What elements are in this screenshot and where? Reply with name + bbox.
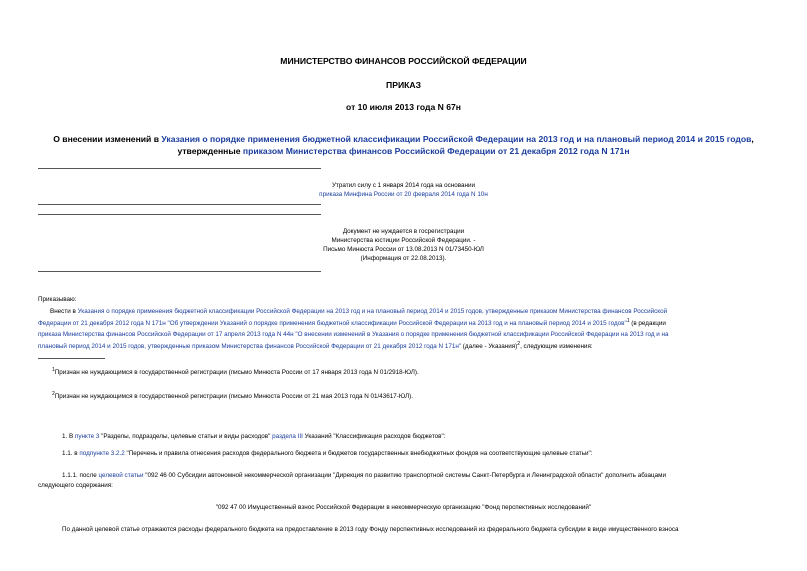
divider	[38, 271, 321, 272]
item-1-1-1	[62, 471, 768, 480]
registration-line3: Письмо Минюста России от 13.08.2013 N 01/73450-ЮЛ	[323, 246, 484, 253]
footnote-1	[52, 366, 419, 378]
registration-note	[270, 227, 537, 263]
item-1-1-1-prefix: 1.1.1. после	[62, 472, 99, 479]
item-1-1-link[interactable]: подпункте 3.2.2	[79, 450, 125, 457]
para1-line2	[38, 317, 768, 329]
item-1-1	[62, 449, 592, 458]
footnote-divider	[38, 358, 105, 359]
title-link-order[interactable]: приказом Министерства финансов Российской Федерации от 21 декабря 2012 года N 171н	[242, 146, 630, 156]
footnote-1-text: Признан не нуждающимся в государственной регистрации (письмо Минюста России от 17 января 2013 года N 01/2918-ЮЛ).	[54, 369, 419, 377]
footnote-2	[52, 390, 413, 402]
para1-prefix: Внести в	[50, 308, 78, 315]
para1-link-order-171n[interactable]: Федерации от 21 декабря 2012 года N 171н "Об утверждении Указаний о порядке применения бюджетной классификации Российской Федерации на 2013 год и на плановый период 2014 и 2015 годов"	[38, 320, 627, 328]
para1-edition: (в редакции	[629, 320, 666, 328]
para1-line1	[50, 307, 768, 316]
footnote-2-text: Признан не нуждающимся в государственной регистрации (письмо Минюста России от 21 мая 2013 года N 01/43617-ЮЛ).	[54, 393, 413, 401]
item-1-suffix: Указаний "Классификация расходов бюджетов":	[302, 433, 446, 440]
document-title-line2	[0, 145, 807, 157]
para1-link-instructions[interactable]: Указания о порядке применения бюджетной классификации Российской Федерации на 2013 год и на плановый период 2014 и 2015 годов, утвержденные приказом Министерства финансов Российской	[77, 308, 668, 315]
registration-line1: Документ не нуждается в госрегистрации	[342, 228, 465, 235]
item-1	[62, 432, 446, 441]
para1-abbrev: (далее - Указания)	[461, 343, 518, 351]
para1-line4	[38, 340, 768, 352]
divider	[38, 204, 321, 205]
divider	[38, 168, 321, 169]
para1-end: , следующие изменения:	[520, 343, 593, 351]
footnote-1-mark: 1	[52, 367, 55, 373]
order-word: Приказываю:	[38, 296, 77, 303]
quoted-target-article: "092 47 00 Имущественный взнос Российской Федерации в некоммерческую организацию "Фонд перспективных исследований"	[215, 504, 592, 511]
footnote-ref-1[interactable]: 1	[626, 318, 630, 324]
item-1-link-point3[interactable]: пункте 3	[74, 433, 100, 440]
para1-link-order-44n-cont[interactable]: плановый период 2014 и 2015 годов, утвержденные приказом Министерства финансов Российской Федерации от 21 декабря 2012 года N 171н"	[38, 343, 462, 351]
registration-line4: (Информация от 22.08.2013).	[360, 255, 447, 262]
last-paragraph: По данной целевой статье отражаются расходы федерального бюджета на предоставление в 2013 году Фонду перспективных исследований из федерального бюджета субсидии в виде имущественного взноса	[62, 526, 679, 533]
item-1-1-prefix: 1.1. в	[62, 450, 80, 457]
para1-line3	[38, 330, 768, 339]
status-note-line1: Утратил силу с 1 января 2014 года на основании	[331, 182, 476, 189]
registration-line2: Министерства юстиции Российской Федерации. -	[331, 237, 476, 244]
document-date-number: от 10 июля 2013 года N 67н	[346, 102, 461, 112]
title-suffix: ,	[751, 134, 754, 144]
title-link-instructions[interactable]: Указания о порядке применения бюджетной классификации Российской Федерации на 2013 год и на плановый период 2014 и 2015 годов	[161, 134, 752, 144]
item-1-1-suffix: "Перечень и правила отнесения расходов федерального бюджета и бюджетов государственных внебюджетных фондов на соответствующие целевые статьи":	[124, 450, 593, 457]
para1-link-order-44n[interactable]: приказа Министерства финансов Российской Федерации от 17 апреля 2013 года N 44н "О внесении изменений в Указания о порядке применения бюджетной классификации Российской Федерации на 2013 год и на	[38, 331, 669, 338]
item-1-link-section3[interactable]: раздела III	[272, 433, 303, 440]
footnote-ref-2[interactable]: 2	[517, 341, 521, 347]
title-prefix: О внесении изменений в	[53, 134, 162, 144]
ministry-heading: МИНИСТЕРСТВО ФИНАНСОВ РОССИЙСКОЙ ФЕДЕРАЦИИ	[280, 56, 527, 66]
footnote-2-mark: 2	[52, 391, 55, 397]
item-1-prefix: 1. В	[62, 433, 75, 440]
document-type: ПРИКАЗ	[386, 80, 421, 90]
document-title-line1	[0, 133, 807, 145]
item-1-1-1-suffix: "092 46 00 Субсидии автономной некоммерческой организации "Дирекция по развитию транспортной системы Санкт-Петербурга и Ленинградской области" дополнить абзацами	[143, 472, 667, 479]
status-note-link[interactable]: приказа Минфина России от 20 февраля 2014 года N 10н	[319, 191, 488, 198]
item-1-mid: "Разделы, подразделы, целевые статьи и виды расходов"	[99, 433, 273, 440]
item-1-1-1-line2: следующего содержания:	[38, 482, 113, 489]
title-prefix-2: утвержденные	[177, 146, 243, 156]
status-note	[270, 181, 537, 199]
item-1-1-1-link[interactable]: целевой статьи	[98, 472, 144, 479]
divider	[38, 214, 321, 215]
